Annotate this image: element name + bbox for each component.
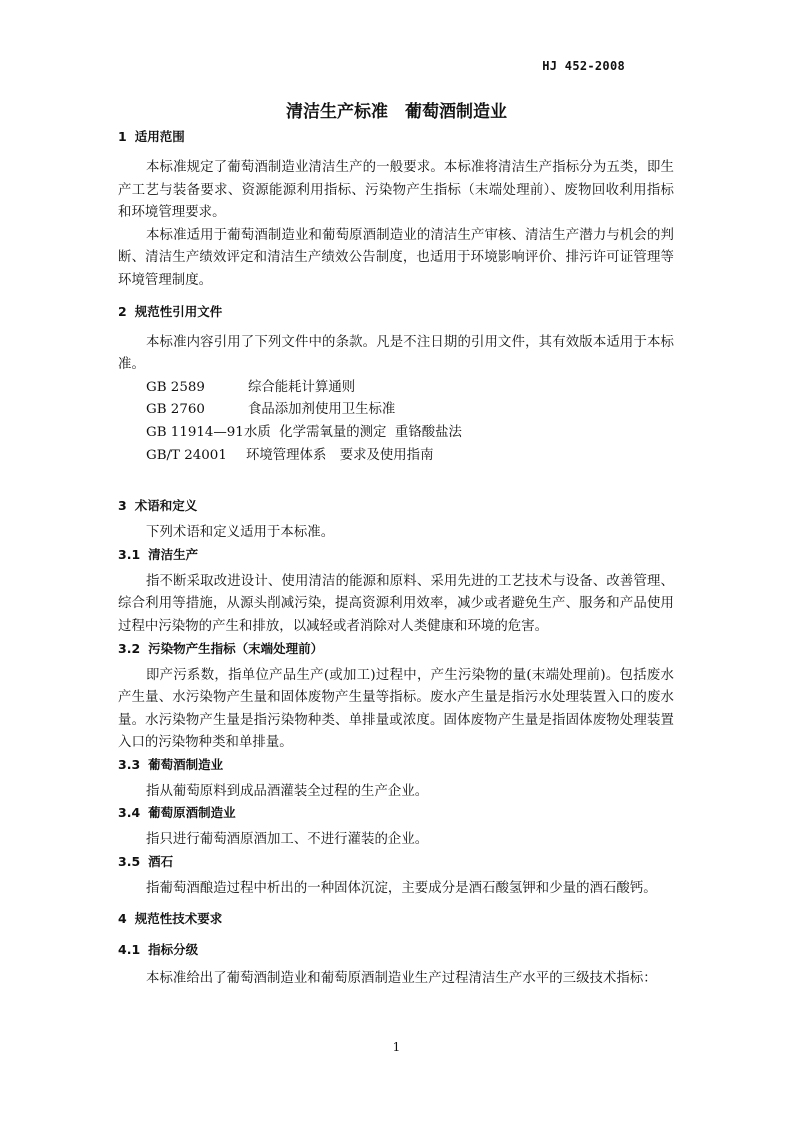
section-3-heading bbox=[118, 497, 674, 515]
section-number: 1 bbox=[118, 129, 127, 144]
section-number: 2 bbox=[118, 303, 127, 319]
section-3-2-paragraph: 即产污系数，指单位产品生产(或加工)过程中，产生污染物的量(末端处理前)。包括废水产生量、水污染物产生量和固体废物产生量等指标。废水产生量是指污水处理装置入口的废水量。水污染物产生量是指污染物种类、单排量或浓度。固体废物产生量是指固体废物处理装置入口的污染物种类和单排量。 bbox=[118, 667, 674, 751]
document-title: 清洁生产标准 葡萄酒制造业 bbox=[286, 102, 507, 122]
section-number: 3.4 bbox=[118, 805, 141, 821]
section-3-5-paragraph: 指葡萄酒酿造过程中析出的一种固体沉淀，主要成分是酒石酸氢钾和少量的酒石酸钙。 bbox=[146, 881, 657, 897]
section-1-paragraph-2: 本标准适用于葡萄酒制造业和葡萄原酒制造业的清洁生产审核、清洁生产潜力与机会的判断、清洁生产绩效评定和清洁生产绩效公告制度，也适用于环境影响评价、排污许可证管理等环境管理制度。 bbox=[118, 227, 674, 288]
section-2-heading bbox=[118, 303, 674, 321]
section-title: 术语和定义 bbox=[134, 498, 198, 514]
section-2-paragraph-1: 本标准内容引用了下列文件中的条款。凡是不注日期的引用文件，其有效版本适用于本标准。 bbox=[118, 334, 674, 373]
reference-item bbox=[146, 399, 674, 422]
section-number: 4.1 bbox=[118, 941, 141, 957]
reference-name: 食品添加剂使用卫生标准 bbox=[248, 402, 396, 418]
page-number: 1 bbox=[392, 1040, 401, 1054]
section-3-2-heading bbox=[118, 640, 674, 658]
section-title: 规范性引用文件 bbox=[134, 303, 223, 319]
reference-name: 水质 化学需氧量的测定 重铬酸盐法 bbox=[244, 424, 462, 440]
reference-list bbox=[118, 377, 674, 467]
section-title: 清洁生产 bbox=[148, 546, 199, 562]
reference-code: GB 11914—91 bbox=[146, 424, 244, 440]
section-number: 3.1 bbox=[118, 546, 141, 562]
section-1-paragraph-1: 本标准规定了葡萄酒制造业清洁生产的一般要求。本标准将清洁生产指标分为五类，即生产工艺与装备要求、资源能源利用指标、污染物产生指标（末端处理前）、废物回收利用指标和环境管理要求。 bbox=[118, 160, 674, 221]
reference-name: 环境管理体系 要求及使用指南 bbox=[246, 447, 434, 463]
section-title: 葡萄酒制造业 bbox=[148, 756, 224, 772]
section-title: 规范性技术要求 bbox=[134, 910, 223, 926]
section-3-3-paragraph: 指从葡萄原料到成品酒灌装全过程的生产企业。 bbox=[146, 783, 429, 799]
section-number: 4 bbox=[118, 910, 127, 926]
reference-code: GB/T 24001 bbox=[146, 447, 227, 463]
reference-item bbox=[146, 445, 674, 468]
section-3-1-heading bbox=[118, 546, 674, 564]
reference-code: GB 2589 bbox=[146, 379, 205, 395]
section-1-heading bbox=[118, 128, 674, 146]
reference-item bbox=[146, 377, 674, 400]
section-number: 3.5 bbox=[118, 854, 141, 870]
section-3-paragraph-1: 下列术语和定义适用于本标准。 bbox=[146, 525, 335, 541]
reference-item bbox=[146, 422, 674, 445]
section-3-4-heading bbox=[118, 804, 674, 822]
section-4-1-heading bbox=[118, 941, 674, 959]
section-3-5-heading bbox=[118, 853, 674, 871]
section-3-1-paragraph: 指不断采取改进设计、使用清洁的能源和原料、采用先进的工艺技术与设备、改善管理、综合利用等措施，从源头削减污染，提高资源利用效率，减少或者避免生产、服务和产品使用过程中污染物的产生和排放，以减轻或者消除对人类健康和环境的危害。 bbox=[118, 573, 674, 634]
section-4-heading bbox=[118, 910, 674, 928]
section-title: 指标分级 bbox=[148, 941, 199, 957]
reference-name: 综合能耗计算通则 bbox=[248, 379, 356, 395]
section-title: 适用范围 bbox=[134, 129, 185, 144]
section-3-4-paragraph: 指只进行葡萄酒原酒加工、不进行灌装的企业。 bbox=[146, 832, 429, 848]
section-3-3-heading bbox=[118, 756, 674, 774]
document-code: HJ 452-2008 bbox=[542, 59, 625, 73]
document-body bbox=[118, 128, 674, 990]
section-number: 3 bbox=[118, 498, 127, 514]
section-title: 污染物产生指标（末端处理前） bbox=[148, 640, 324, 656]
section-title: 葡萄原酒制造业 bbox=[148, 805, 236, 821]
section-number: 3.2 bbox=[118, 640, 141, 656]
section-4-1-paragraph: 本标准给出了葡萄酒制造业和葡萄原酒制造业生产过程清洁生产水平的三级技术指标： bbox=[146, 970, 657, 986]
section-number: 3.3 bbox=[118, 756, 141, 772]
reference-code: GB 2760 bbox=[146, 402, 205, 418]
section-title: 酒石 bbox=[148, 854, 174, 870]
